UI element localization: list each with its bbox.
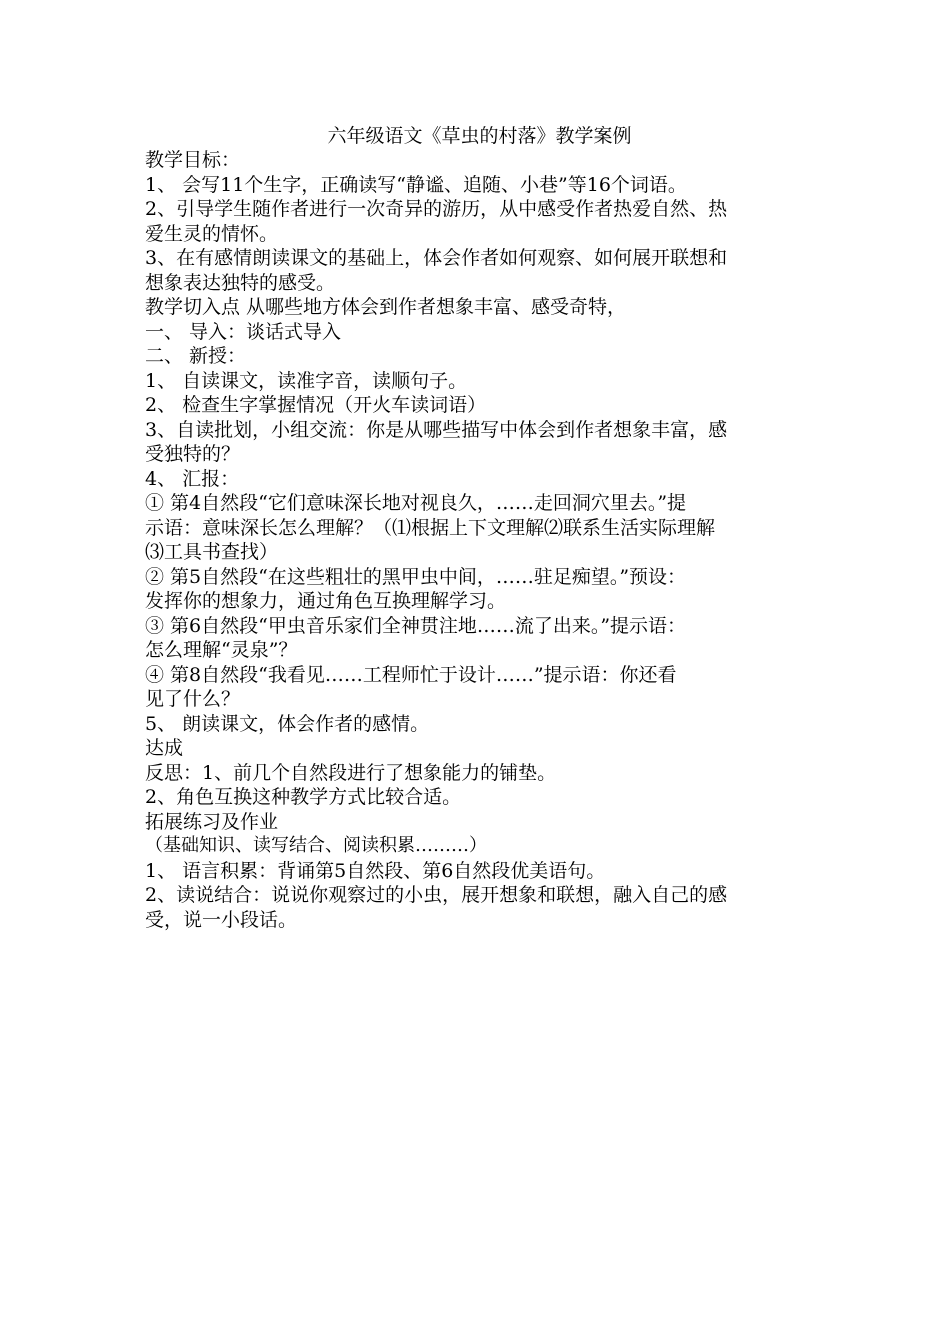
text-line: ② 第5自然段“在这些粗壮的黑甲虫中间，……驻足痴望。”预设： — [145, 565, 687, 588]
text-line: 2、 检查生字掌握情况（开火车读词语） — [145, 394, 487, 416]
text-line: 二、 新授： — [145, 345, 247, 367]
text-line: 一、 导入：谈话式导入 — [145, 320, 342, 343]
text-line: 3、在有感情朗读课文的基础上，体会作者如何观察、如何展开联想和 — [145, 247, 728, 269]
text-line: 见了什么？ — [145, 688, 241, 710]
text-line: 发挥你的想象力，通过角色互换理解学习。 — [145, 590, 507, 612]
text-line: 示语：意味深长怎么理解？（⑴根据上下文理解⑵联系生活实际理解 — [145, 516, 716, 539]
text-line: 受独特的？ — [145, 443, 241, 465]
text-line: 1、 语言积累：背诵第5自然段、第6自然段优美语句。 — [145, 859, 606, 882]
text-line: 爱生灵的情怀。 — [145, 222, 279, 245]
text-line: 想象表达独特的感受。 — [145, 271, 336, 294]
text-line: ④ 第8自然段“我看见……工程师忙于设计……”提示语：你还看 — [145, 663, 677, 686]
text-line: 5、 朗读课文，体会作者的感情。 — [145, 712, 430, 735]
text-line: ③ 第6自然段“甲虫音乐家们全神贯注地……流了出来。”提示语： — [145, 614, 687, 637]
document-page — [145, 124, 810, 932]
text-line: 拓展练习及作业 — [145, 810, 279, 833]
text-line: 2、引导学生随作者进行一次奇异的游历，从中感受作者热爱自然、热 — [145, 198, 728, 220]
text-line: 教学目标： — [145, 149, 241, 171]
text-line: 2、角色互换这种教学方式比较合适。 — [145, 786, 462, 808]
text-line: 受，说一小段话。 — [145, 908, 298, 931]
text-line: 怎么理解“灵泉”？ — [145, 639, 298, 661]
text-line: （基础知识、读写结合、阅读积累………） — [145, 835, 487, 856]
text-line: 教学切入点 从哪些地方体会到作者想象丰富、感受奇特， — [145, 296, 627, 318]
text-line: 达成 — [145, 737, 184, 759]
text-line: 1、 会写11个生字，正确读写“静谧、追随、小巷”等16个词语。 — [145, 173, 687, 196]
text-line: ⑶工具书查找） — [145, 541, 279, 563]
text-line: 3、自读批划，小组交流：你是从哪些描写中体会到作者想象丰富，感 — [145, 418, 728, 441]
text-line: ① 第4自然段“它们意味深长地对视良久，……走回洞穴里去。”提 — [145, 492, 687, 514]
text-line: 反思：1、前几个自然段进行了想象能力的铺垫。 — [145, 761, 557, 784]
text-line: 1、 自读课文，读准字音，读顺句子。 — [145, 369, 468, 392]
document-title: 六年级语文《草虫的村落》教学案例 — [327, 125, 632, 147]
text-line: 2、读说结合：说说你观察过的小虫，展开想象和联想，融入自己的感 — [145, 884, 728, 906]
text-line: 4、 汇报： — [145, 467, 240, 490]
